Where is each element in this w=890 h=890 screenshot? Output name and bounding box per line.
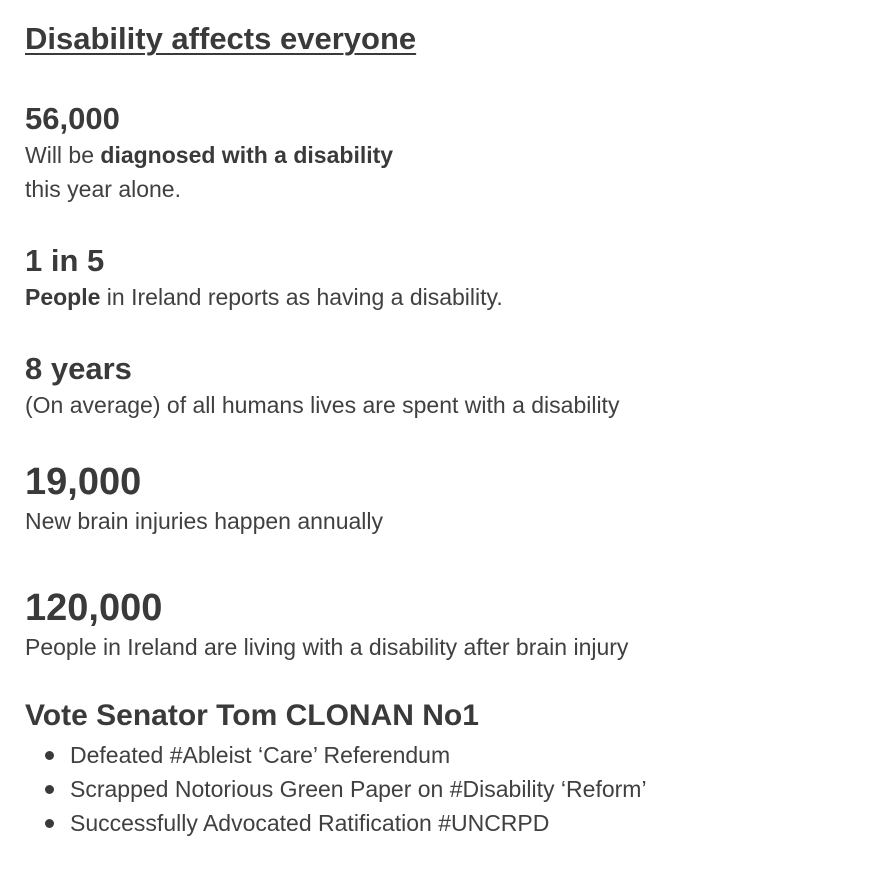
stat-block (25, 460, 383, 538)
stat-description (25, 138, 393, 172)
stat-description-line2: this year alone. (25, 176, 181, 202)
list-item (70, 772, 647, 806)
bullet-icon (45, 819, 54, 828)
list-item (70, 806, 647, 840)
stat-text-post: in Ireland reports as having a disability. (100, 284, 503, 310)
list-item-text: Successfully Advocated Ratification #UNCRPD (70, 810, 550, 836)
bullet-icon (45, 785, 54, 794)
stat-number: 8 years (25, 351, 132, 386)
stat-description: New brain injuries happen annually (25, 508, 384, 534)
bullet-icon (45, 751, 54, 760)
stat-text-bold: diagnosed with a disability (100, 142, 394, 168)
list-item-text: Scrapped Notorious Green Paper on #Disability ‘Reform’ (70, 776, 647, 802)
stat-block (25, 586, 628, 664)
vote-heading: Vote Senator Tom CLONAN No1 (25, 699, 479, 732)
stat-description: People in Ireland are living with a disability after brain injury (25, 634, 629, 660)
stat-number: 120,000 (25, 587, 163, 629)
stat-number: 1 in 5 (25, 243, 105, 278)
achievement-list (70, 738, 647, 840)
stat-block (25, 350, 619, 422)
stat-text-bold: People (25, 284, 101, 310)
stat-description (25, 280, 503, 314)
page-title: Disability affects everyone (25, 21, 417, 56)
list-item-text: Defeated #Ableist ‘Care’ Referendum (70, 742, 451, 768)
stat-number: 19,000 (25, 461, 142, 503)
stat-text-pre: Will be (25, 142, 101, 168)
stat-number: 56,000 (25, 101, 120, 136)
stat-description: (On average) of all humans lives are spent with a disability (25, 392, 620, 418)
stat-block (25, 242, 503, 314)
stat-block (25, 100, 393, 206)
list-item (70, 738, 647, 772)
